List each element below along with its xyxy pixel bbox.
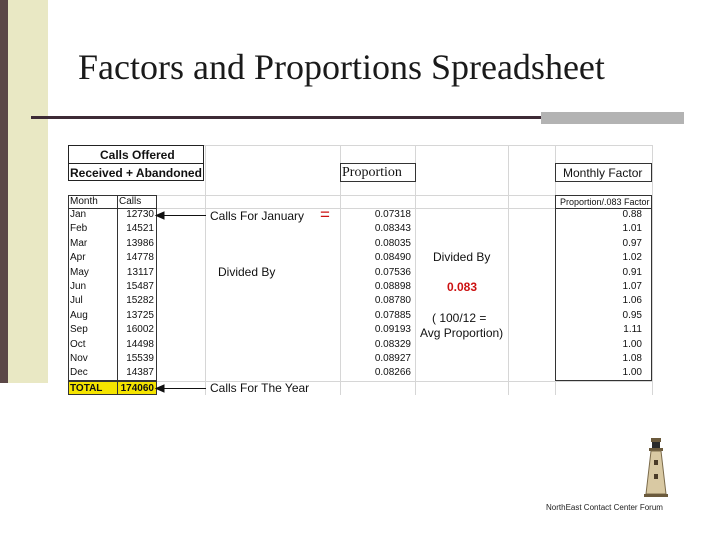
total-value: 174060 [120, 383, 154, 394]
row-factor: 1.01 [622, 223, 642, 235]
row-month: Jun [70, 281, 87, 292]
calls-for-january-label: Calls For January [210, 209, 305, 223]
row-factor: 1.00 [622, 338, 642, 350]
row-factor: 0.91 [622, 266, 642, 278]
row-calls: 15487 [126, 281, 154, 292]
row-factor: 0.97 [622, 237, 642, 249]
formula-line-2: Avg Proportion) [420, 326, 504, 340]
equals-sign: = [320, 205, 330, 224]
row-month: May [70, 266, 89, 278]
page-title: Factors and Proportions Spreadsheet [78, 47, 605, 87]
row-factor: 1.08 [622, 353, 642, 364]
col-calls-header: Calls [119, 196, 142, 207]
row-month: Sep [70, 324, 88, 336]
title-rule-accent [541, 112, 684, 124]
row-proportion: 0.08329 [374, 338, 411, 350]
row-calls: 13117 [126, 266, 154, 278]
formula-line-1: ( 100/12 = [432, 311, 487, 325]
row-proportion: 0.08490 [374, 252, 411, 264]
divided-by-right-label: Divided By [433, 250, 491, 264]
row-month: Mar [70, 237, 88, 249]
row-factor: 1.06 [622, 295, 642, 307]
row-proportion: 0.08898 [374, 281, 411, 292]
row-proportion: 0.09193 [374, 324, 411, 336]
calls-for-year-label: Calls For The Year [210, 381, 310, 395]
monthly-factor-header: Monthly Factor [563, 166, 643, 180]
row-factor: 1.07 [622, 281, 642, 292]
received-abandoned-label: Received + Abandoned [70, 166, 202, 180]
lighthouse-icon [641, 436, 671, 498]
row-calls: 14498 [126, 338, 154, 350]
row-proportion: 0.08343 [374, 223, 411, 235]
divided-by-left-label: Divided By [218, 265, 276, 279]
row-calls: 14387 [126, 367, 154, 379]
row-month: Aug [70, 309, 88, 321]
calls-offered-label: Calls Offered [100, 148, 175, 162]
row-proportion: 0.07536 [374, 266, 411, 278]
row-calls: 15539 [126, 353, 154, 364]
row-month: Feb [70, 223, 88, 235]
spreadsheet [68, 145, 653, 395]
footer-text: NorthEast Contact Center Forum [546, 503, 663, 512]
factor-value: 0.083 [447, 280, 478, 294]
side-decor-edge [0, 0, 8, 383]
row-proportion: 0.08927 [374, 353, 411, 364]
row-month: Oct [70, 338, 86, 350]
row-factor: 0.95 [622, 309, 642, 321]
row-calls: 14521 [126, 223, 154, 235]
row-month: Nov [70, 353, 88, 364]
row-proportion: 0.07318 [374, 209, 411, 220]
row-factor: 1.02 [622, 252, 642, 264]
row-proportion: 0.08266 [374, 367, 411, 379]
row-factor: 1.11 [623, 324, 642, 336]
row-month: Jan [70, 209, 87, 220]
row-factor: 1.00 [622, 367, 642, 379]
total-label: TOTAL [70, 383, 103, 394]
row-proportion: 0.08780 [374, 295, 411, 307]
row-month: Apr [70, 252, 86, 264]
row-calls: 13725 [126, 309, 154, 321]
row-month: Dec [70, 367, 88, 379]
row-calls: 16002 [126, 324, 154, 336]
row-calls: 12730 [126, 209, 154, 220]
col-prop-factor-header: Proportion/.083 Factor [560, 197, 650, 207]
row-factor: 0.88 [622, 209, 642, 220]
title-rule [31, 116, 541, 119]
row-proportion: 0.08035 [374, 237, 411, 249]
proportion-header: Proportion [342, 165, 402, 180]
col-month-header: Month [70, 196, 98, 207]
row-calls: 13986 [126, 237, 154, 249]
row-calls: 14778 [126, 252, 154, 264]
row-proportion: 0.07885 [374, 309, 411, 321]
row-calls: 15282 [126, 295, 154, 307]
row-month: Jul [70, 295, 83, 307]
